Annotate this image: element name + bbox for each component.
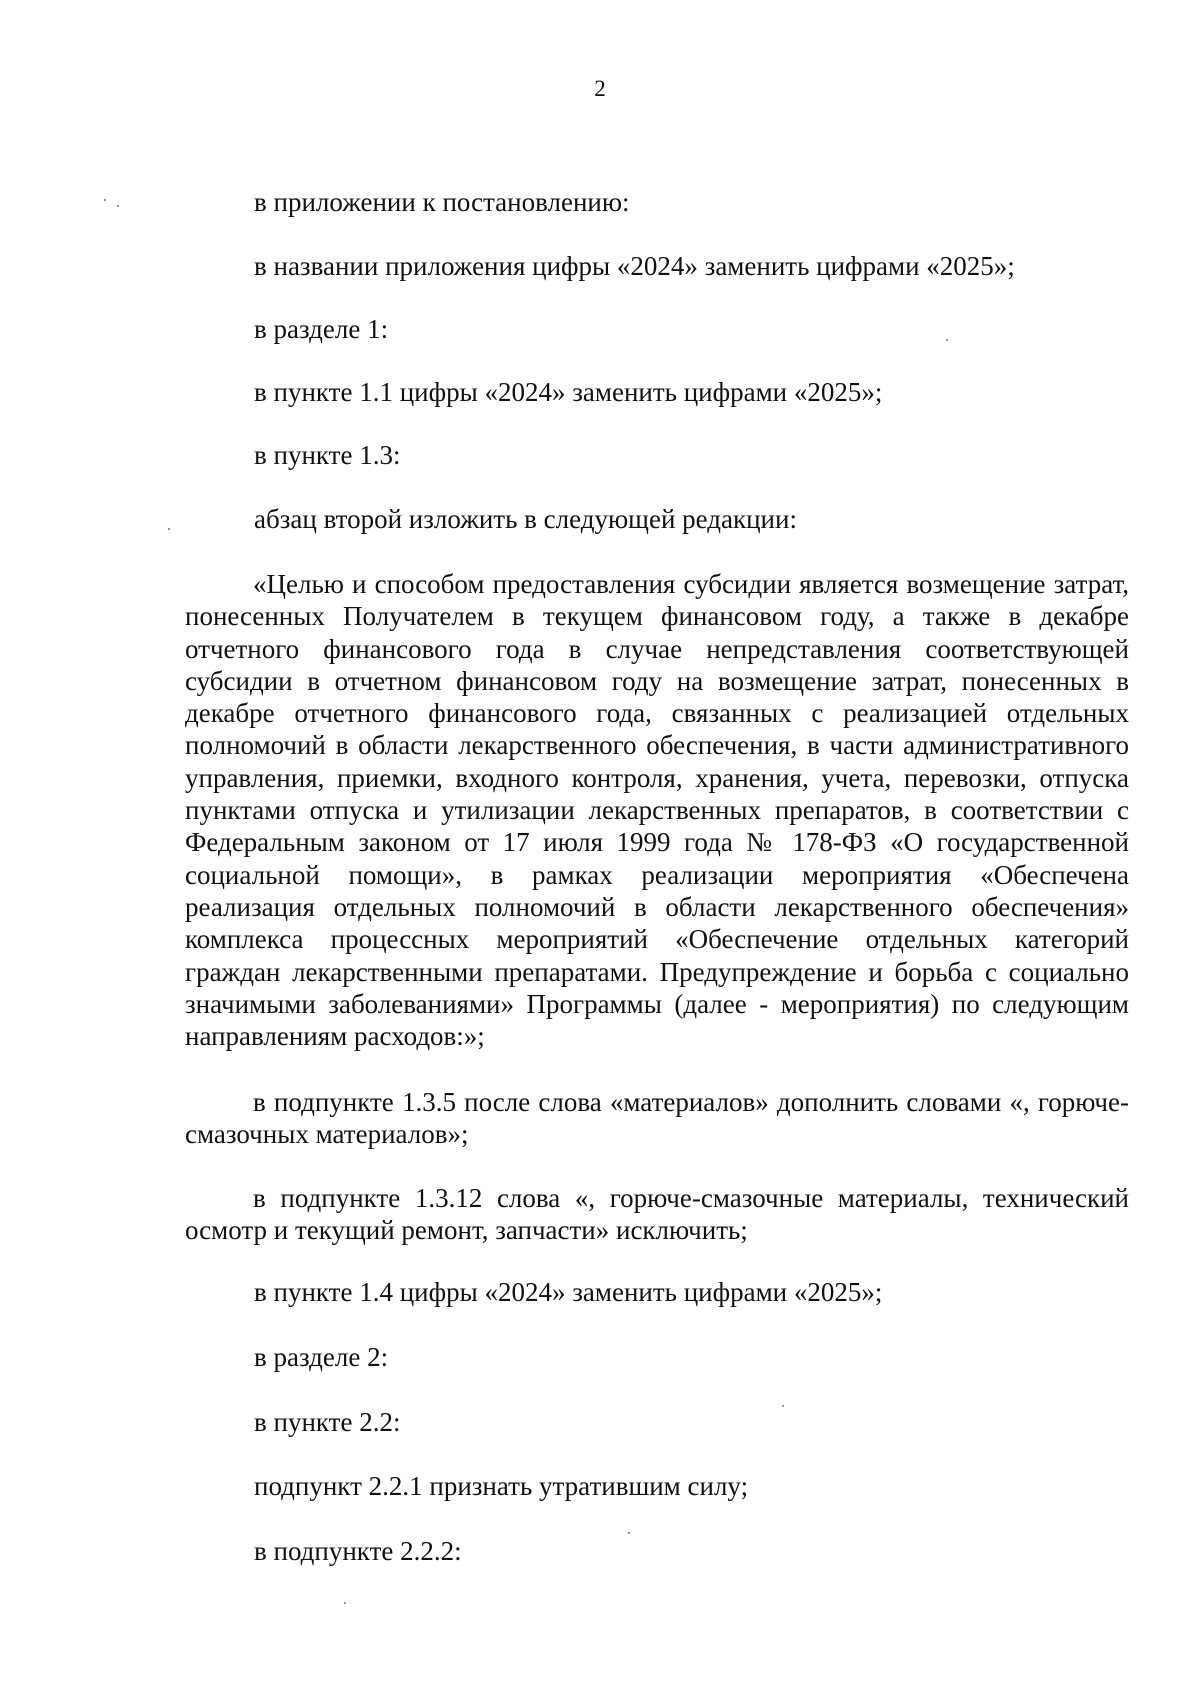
scan-speck: [782, 1405, 784, 1407]
text-line: в разделе 1:: [254, 314, 389, 344]
scan-speck: [946, 339, 948, 341]
text-line: в пункте 1.1 цифры «2024» заменить цифрами «2025»;: [254, 377, 883, 407]
scan-speck: [117, 205, 119, 207]
text-line: в названии приложения цифры «2024» заменить цифрами «2025»;: [254, 251, 1015, 281]
scan-speck: [168, 528, 170, 530]
text-line: в пункте 1.4 цифры «2024» заменить цифрами «2025»;: [254, 1277, 883, 1307]
scan-speck: [104, 199, 106, 201]
text-line: абзац второй изложить в следующей редакции:: [254, 504, 797, 534]
text-line: подпункт 2.2.1 признать утратившим силу;: [254, 1471, 749, 1501]
text-line: в пункте 1.3:: [254, 440, 401, 470]
scan-speck: [344, 1602, 346, 1604]
scan-speck: [628, 1532, 630, 1534]
page-number: 2: [594, 76, 606, 101]
text-line: в разделе 2:: [254, 1342, 389, 1372]
paragraph-1-3-12: в подпункте 1.3.12 слова «, горюче-смазочные материалы, технический осмотр и текущий ремонт, запчасти» исключить;: [185, 1183, 1129, 1246]
text-line: в пункте 2.2:: [254, 1407, 401, 1437]
text-line: в подпункте 2.2.2:: [254, 1536, 462, 1566]
paragraph-1-3-5: в подпункте 1.3.5 после слова «материалов» дополнить словами «, горюче-смазочных материалов»;: [185, 1087, 1129, 1150]
text-line: в приложении к постановлению:: [254, 187, 630, 217]
main-paragraph: «Целью и способом предоставления субсидии является возмещение затрат, понесенных Получателем в текущем финансовом году, а также в декабре отчетного финансового года в случае непредставления соответствующей субсидии в отчетном финансовом году на возмещение затрат, понесенных в декабре отчетного финансового года, связанных с реализацией отдельных полномочий в области лекарственного обеспечения, в части административного управления, приемки, входного контроля, хранения, учета, перевозки, отпуска пунктами отпуска и утилизации лекарственных препаратов, в соответствии с Федеральным законом от 17 июля 1999 года № 178-ФЗ «О государственной социальной помощи», в рамках реализации мероприятия «Обеспечена реализация отдельных полномочий в области лекарственного обеспечения» комплекса процессных мероприятий «Обеспечение отдельных категорий граждан лекарственными препаратами. Предупреждение и борьба с социально значимыми заболеваниями» Программы (далее - мероприятия) по следующим направлениям расходов:»;: [185, 569, 1129, 1052]
